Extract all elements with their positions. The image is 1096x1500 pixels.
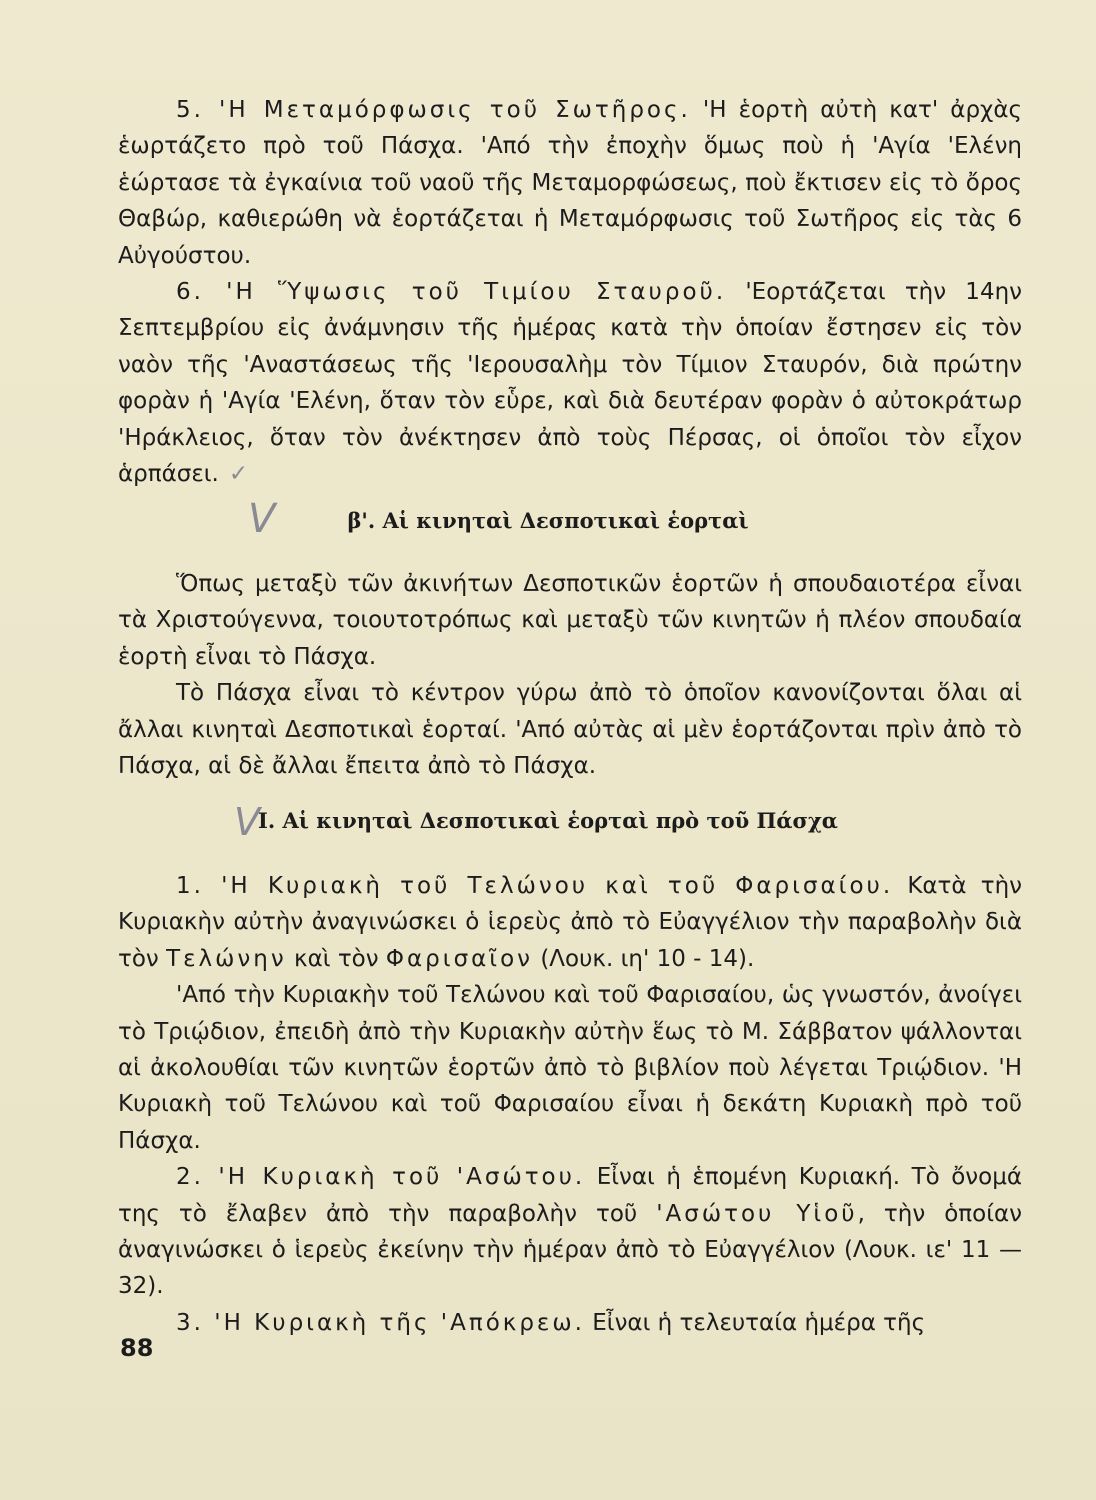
paragraph-1-conjunction: καὶ τὸν — [286, 945, 386, 972]
section-movable-feasts-intro — [118, 566, 1022, 784]
section-heading-b: β'. Αἱ κινηταὶ Δεσποτικαὶ ἑορταὶ — [347, 508, 749, 533]
paragraph-3-title: 3. 'Η Κυριακὴ τῆς 'Απόκρεω. — [176, 1309, 585, 1336]
paragraph-6-body: 'Εορτάζεται τὴν 14ην Σεπτεμβρίου εἰς ἀνάμνησιν τῆς ἡμέρας κατὰ τὴν ὁποίαν ἔστησεν εἰς τὸν ναὸν τῆς 'Αναστάσεως τῆς 'Ιερουσαλὴμ τὸν Τίμιον Σταυρόν, διὰ πρώτην φορὰν ἡ 'Αγία 'Ελένη, ὅταν τὸν εὗρε, καὶ διὰ δευτέραν φορὰν ὁ αὐτοκράτωρ 'Ηράκλειος, ὅταν τὸν ἀνέκτησεν ἀπὸ τοὺς Πέρσας, οἱ ὁποῖοι τὸν εἶχον ἁρπάσει. — [118, 279, 1022, 488]
paragraph-2-body: Εἶναι ἡ ἑπομένη Κυριακή. Τὸ ὄνομά της τὸ ἔλαβεν ἀπὸ τὴν παραβολὴν τοῦ — [118, 1164, 1022, 1227]
paragraph-1-body: Κατὰ τὴν Κυριακὴν αὐτὴν ἀναγινώσκει ὁ ἱερεὺς ἀπὸ τὸ Εὐαγγέλιον τὴν παραβολὴν διὰ τὸν — [118, 873, 1023, 972]
paragraph-5 — [118, 92, 1022, 274]
check-mark: ✓ — [228, 461, 249, 488]
paragraph-5-title: 5. 'Η Μεταμόρφωσις τοῦ Σωτῆρος. — [176, 97, 691, 123]
paragraph-6 — [118, 274, 1022, 492]
paragraph-1-continuation: 'Από τὴν Κυριακὴν τοῦ Τελώνου καὶ τοῦ Φαρισαίου, ὡς γνωστόν, ἀνοίγει τὸ Τριῴδιον, ἐπειδὴ ἀπὸ τὴν Κυριακὴν αὐτὴν ἕως τὸ Μ. Σάββατον ψάλλονται αἱ ἀκολουθίαι τῶν κινητῶν ἑορτῶν ἀπὸ τὸ βιβλίον ποὺ λέγεται Τριῴδιον. 'Η Κυριακὴ τοῦ Τελώνου καὶ τοῦ Φαρισαίου εἶναι ἡ δεκάτη Κυριακὴ πρὸ τοῦ Πάσχα. — [118, 982, 1022, 1154]
word-asotou: 'Ασώτου Υἱοῦ — [656, 1200, 858, 1227]
intro-paragraph-2: Τὸ Πάσχα εἶναι τὸ κέντρον γύρω ἀπὸ τὸ ὁποῖον κανονίζονται ὅλαι αἱ ἄλλαι κινηταὶ Δεσποτικαὶ ἑορταί. 'Από αὐτὰς αἱ μὲν ἑορτάζονται πρὶν ἀπὸ τὸ Πάσχα, αἱ δὲ ἄλλαι ἔπειτα ἀπὸ τὸ Πάσχα. — [118, 680, 1022, 780]
paragraph-3-body: Εἶναι ἡ τελευταία ἡμέρα τῆς — [584, 1309, 926, 1336]
paragraph-5-body: 'Η ἑορτὴ αὐτὴ κατ' ἀρχὰς ἑωρτάζετο πρὸ τοῦ Πάσχα. 'Από τὴν ἐποχὴν ὅμως ποὺ ἡ 'Αγία 'Ελένη ἑώρτασε τὰ ἐγκαίνια τοῦ ναοῦ τῆς Μεταμορφώσεως, ποὺ ἔκτισεν εἰς τὸ ὄρος Θαβώρ, καθιερώθη νὰ ἑορτάζεται ἡ Μεταμόρφωσις τοῦ Σωτῆρος εἰς τὰς 6 Αὐγούστου. — [118, 97, 1022, 269]
section-heading-i: I. Αἱ κινηταὶ Δεσποτικαὶ ἑορταὶ πρὸ τοῦ Πάσχα — [258, 808, 838, 833]
paragraph-2-end: , τὴν ὁποίαν ἀναγινώσκει ὁ ἱερεὺς ἐκείνην τὴν ἡμέραν ἀπὸ τὸ Εὐαγγέλιον (Λουκ. ιε' 11 — 32). — [118, 1200, 1022, 1300]
margin-check-mark: V — [248, 496, 276, 542]
intro-paragraph-1: Ὅπως μεταξὺ τῶν ἀκινήτων Δεσποτικῶν ἑορτῶν ἡ σπουδαιοτέρα εἶναι τὰ Χριστούγεννα, τοιουτοτρόπως καὶ μεταξὺ τῶν κινητῶν ἡ πλέον σπουδαία ἑορτὴ εἶναι τὸ Πάσχα. — [118, 571, 1022, 670]
paragraph-1-reference: (Λουκ. ιη' 10 - 14). — [533, 945, 755, 972]
paragraph-6-title: 6. 'Η Ὕψωσις τοῦ Τιμίου Σταυροῦ. — [176, 279, 727, 306]
paragraph-1-title: 1. 'Η Κυριακὴ τοῦ Τελώνου καὶ τοῦ Φαρισαίου. — [176, 873, 894, 899]
word-farisaios: Φαρισαῖον — [385, 945, 534, 972]
word-telonis: Τελώνην — [166, 945, 287, 972]
paragraph-1 — [118, 868, 1022, 977]
paragraph-2-title: 2. 'Η Κυριακὴ τοῦ 'Ασώτου. — [176, 1164, 586, 1191]
page-number: 88 — [120, 1334, 154, 1362]
paragraph-3 — [118, 1305, 1022, 1341]
paragraph-2 — [118, 1159, 1022, 1305]
margin-check-mark: V — [234, 800, 260, 844]
section-metamorphosis-hypsosis — [118, 92, 1022, 492]
section-feasts-before-easter — [118, 868, 1022, 1341]
